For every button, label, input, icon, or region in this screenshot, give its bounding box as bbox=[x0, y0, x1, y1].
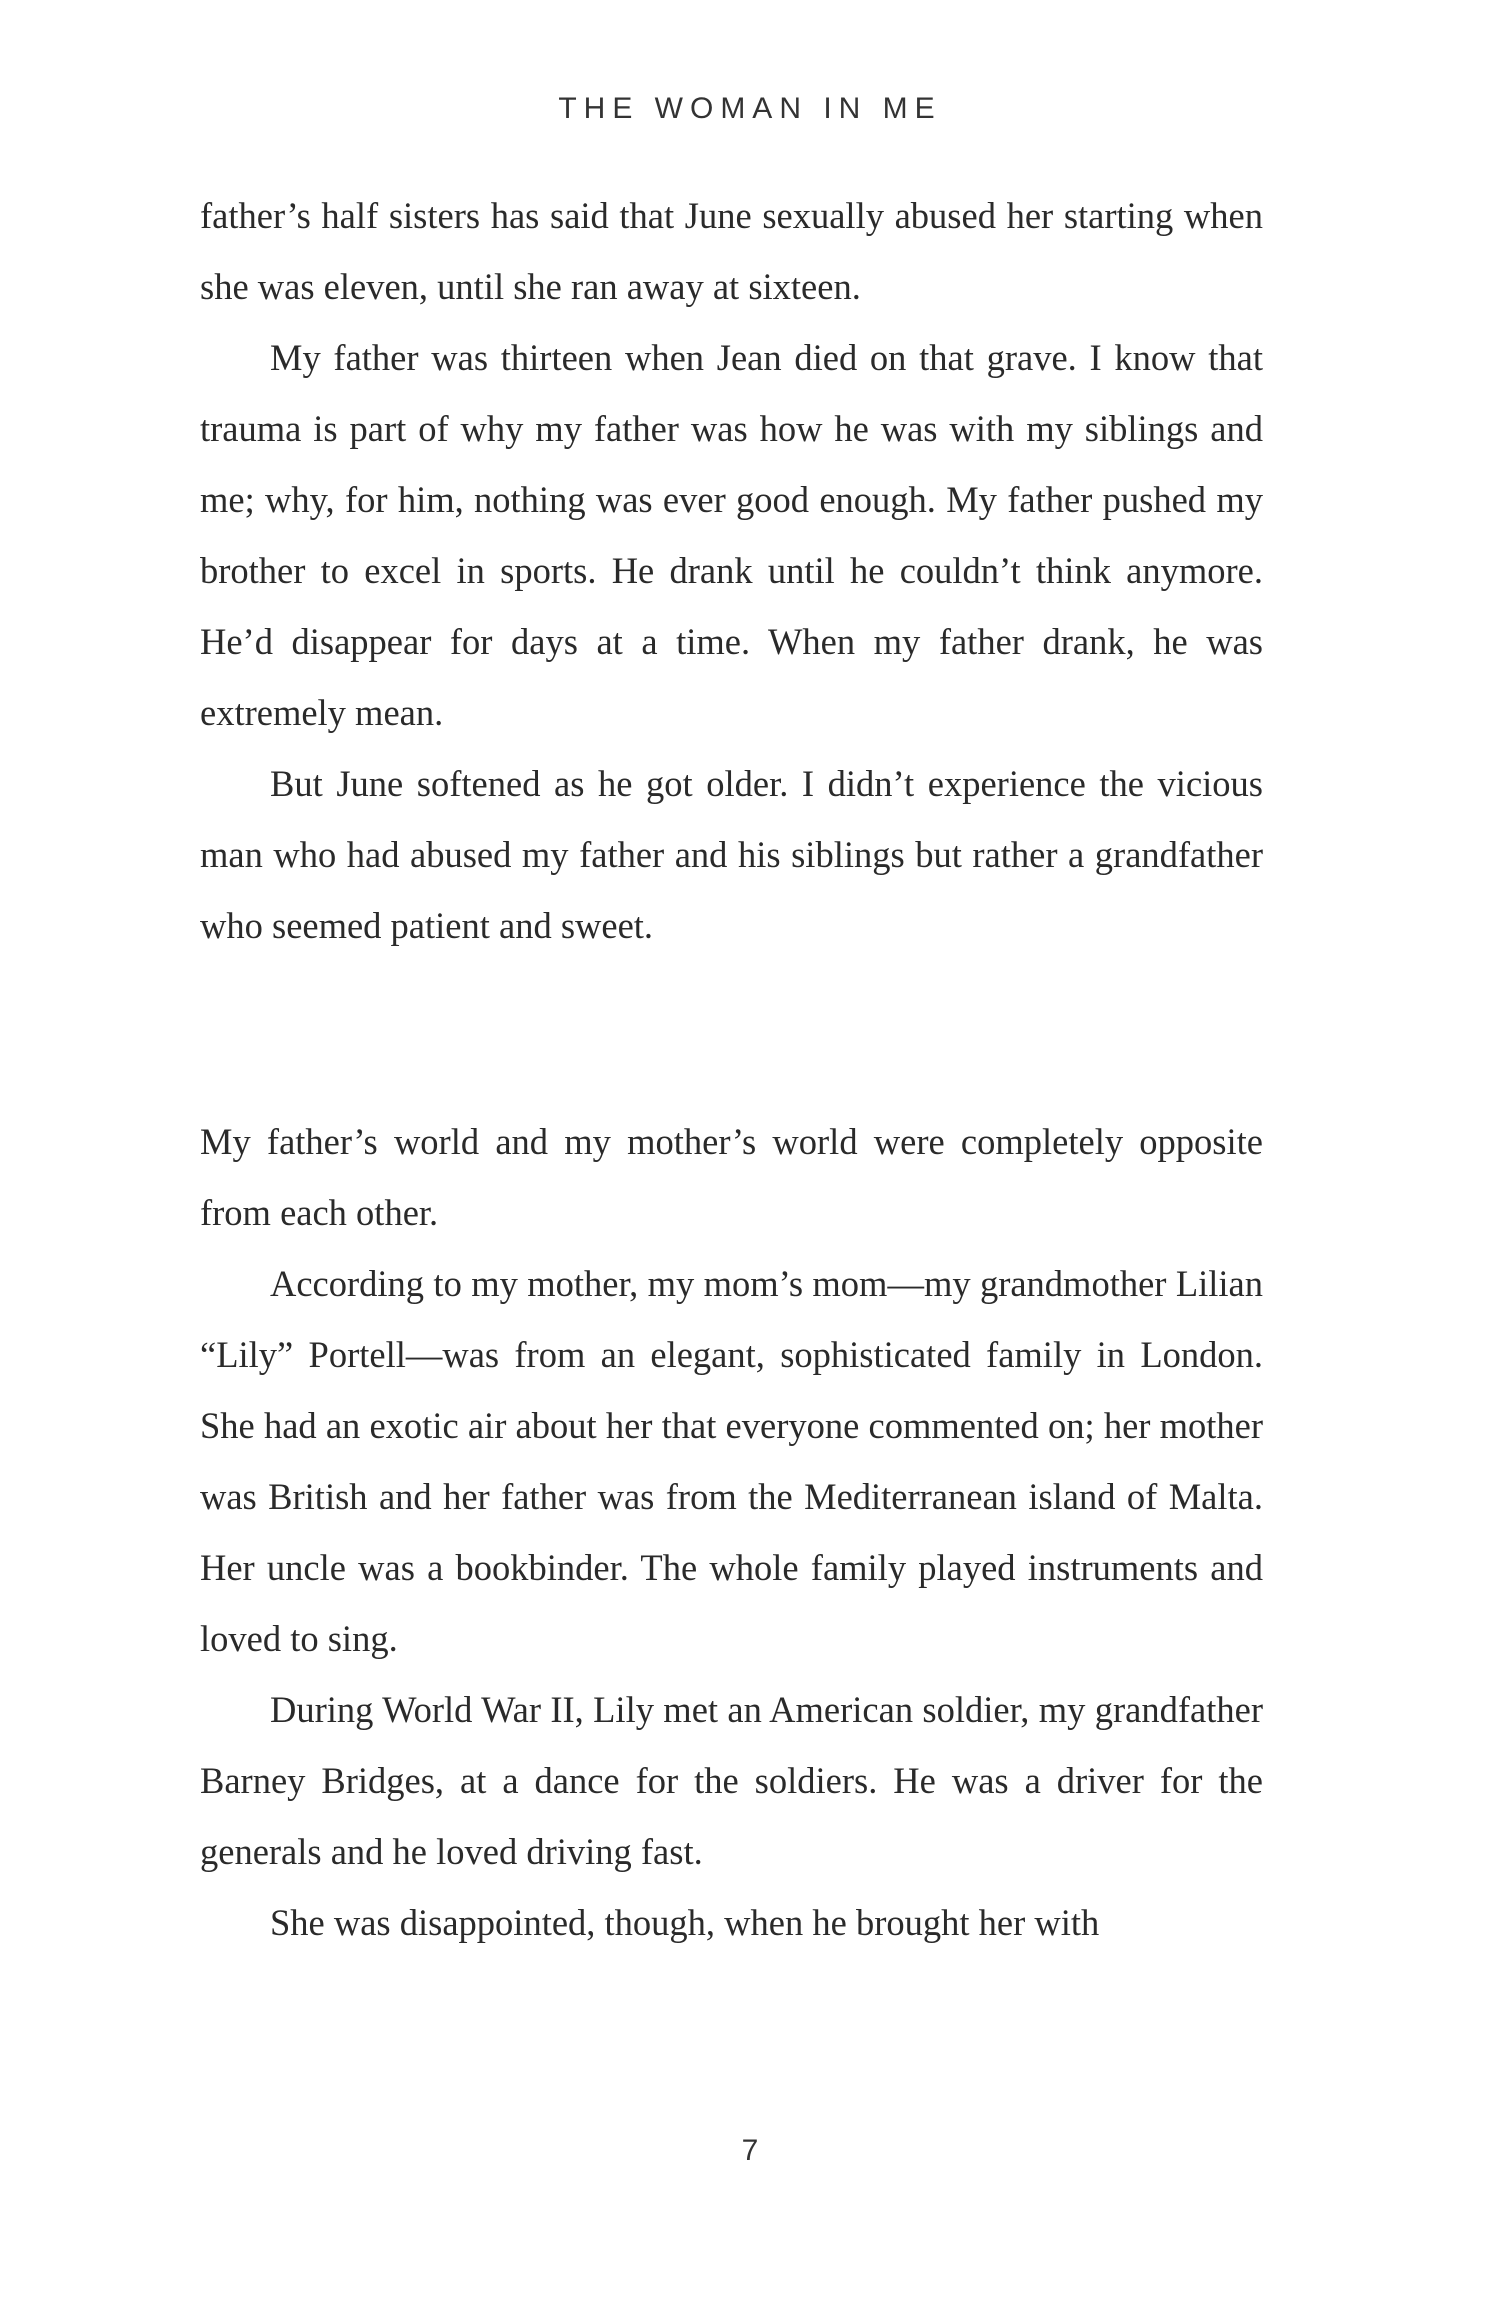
text-block-after-break bbox=[200, 1106, 1263, 1958]
text-block-before-break bbox=[200, 180, 1263, 961]
paragraph: According to my mother, my mom’s mom—my grandmother Lilian “Lily” Portell—was from an elegant, sophisticated family in London. She had an exotic air about her that everyone commented on; her mother was British and her father was from the Mediterranean island of Malta. Her uncle was a bookbinder. The whole family played instruments and loved to sing. bbox=[200, 1263, 1263, 1659]
running-head: THE WOMAN IN ME bbox=[558, 92, 942, 125]
paragraph: But June softened as he got older. I didn’t experience the vicious man who had abused my father and his siblings but rather a grandfather who seemed patient and sweet. bbox=[200, 763, 1263, 946]
paragraph: During World War II, Lily met an American soldier, my grandfather Barney Bridges, at a dance for the soldiers. He was a driver for the generals and he loved driving fast. bbox=[200, 1689, 1263, 1872]
page-number: 7 bbox=[741, 2134, 759, 2167]
paragraph: My father was thirteen when Jean died on that grave. I know that trauma is part of why my father was how he was with my siblings and me; why, for him, nothing was ever good enough. My father pushed my brother to excel in sports. He drank until he couldn’t think anymore. He’d disappear for days at a time. When my father drank, he was extremely mean. bbox=[200, 337, 1263, 733]
paragraph: father’s half sisters has said that June sexually abused her starting when she was eleven, until she ran away at sixteen. bbox=[200, 195, 1263, 307]
paragraph: My father’s world and my mother’s world were completely opposite from each other. bbox=[200, 1121, 1263, 1233]
paragraph: She was disappointed, though, when he brought her with bbox=[270, 1902, 1100, 1943]
